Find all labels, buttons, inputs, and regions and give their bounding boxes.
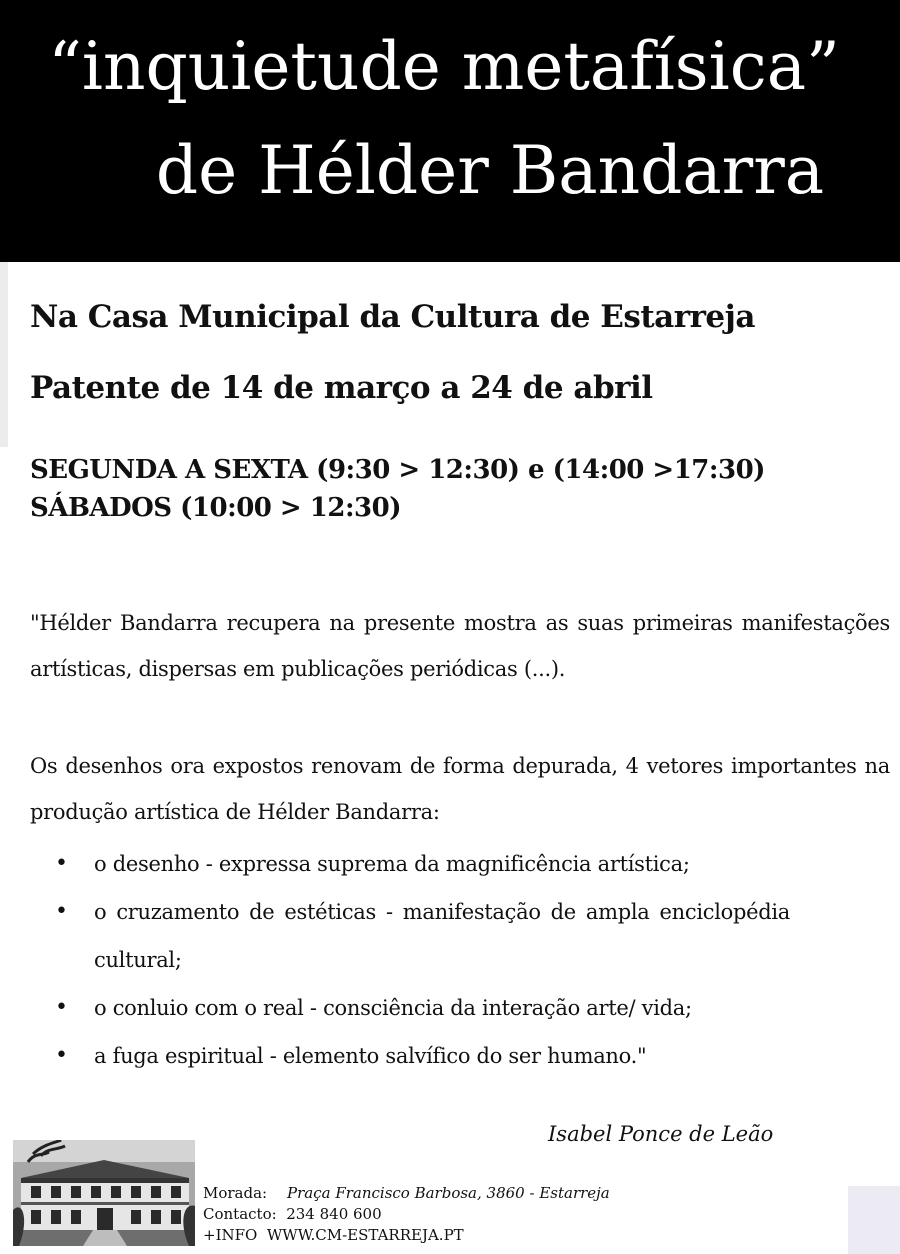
corner-shade bbox=[848, 1186, 900, 1254]
web-label: +INFO bbox=[203, 1226, 258, 1244]
bullet-icon: • bbox=[55, 995, 68, 1020]
list-item bbox=[0, 1032, 790, 1080]
venue-heading: Na Casa Municipal da Cultura de Estarreja bbox=[30, 299, 755, 335]
vectors-paragraph: Os desenhos ora expostos renovam de forma depurada, 4 vetores importantes na produção artística de Hélder Bandarra: bbox=[30, 754, 890, 824]
contact-label: Contacto: bbox=[203, 1205, 277, 1223]
hours-saturday: SÁBADOS (10:00 > 12:30) bbox=[30, 493, 402, 523]
list-item bbox=[0, 984, 790, 1032]
title-banner bbox=[0, 0, 900, 262]
address-label: Morada: bbox=[203, 1184, 268, 1202]
hours-weekdays: SEGUNDA A SEXTA (9:30 > 12:30) e (14:00 >17:30) bbox=[30, 455, 765, 485]
footer-address bbox=[203, 1184, 610, 1202]
bullet-icon: • bbox=[55, 899, 68, 924]
contact-phone: 234 840 600 bbox=[286, 1205, 382, 1223]
margin-shade bbox=[0, 262, 8, 447]
building-photo bbox=[13, 1140, 195, 1246]
footer-contact bbox=[203, 1205, 382, 1223]
address-value: Praça Francisco Barbosa, 3860 - Estarreja bbox=[287, 1184, 610, 1202]
title-line-1: “inquietude metafísica” bbox=[48, 28, 840, 105]
intro-paragraph: "Hélder Bandarra recupera na presente mostra as suas primeiras manifestações artísticas, dispersas em publicações periódicas (...). bbox=[30, 611, 890, 681]
website-link[interactable]: WWW.CM-ESTARREJA.PT bbox=[266, 1226, 464, 1244]
dates-heading: Patente de 14 de março a 24 de abril bbox=[30, 370, 653, 406]
title-line-2: de Hélder Bandarra bbox=[155, 132, 825, 209]
quote-author: Isabel Ponce de Leão bbox=[548, 1122, 774, 1146]
list-item-text: o desenho - expressa suprema da magnificência artística; bbox=[94, 852, 690, 876]
vectors-list bbox=[0, 840, 790, 1080]
list-item bbox=[0, 888, 790, 984]
list-item-text: o conluio com o real - consciência da interação arte/ vida; bbox=[94, 996, 692, 1020]
list-item-text: a fuga espiritual - elemento salvífico do ser humano." bbox=[94, 1044, 647, 1068]
bullet-icon: • bbox=[55, 851, 68, 876]
list-item bbox=[0, 840, 790, 888]
building-photo-icon bbox=[13, 1140, 195, 1246]
footer-web bbox=[203, 1226, 464, 1244]
list-item-text: o cruzamento de estéticas - manifestação de ampla enciclopédia cultural; bbox=[94, 900, 790, 972]
bullet-icon: • bbox=[55, 1043, 68, 1068]
